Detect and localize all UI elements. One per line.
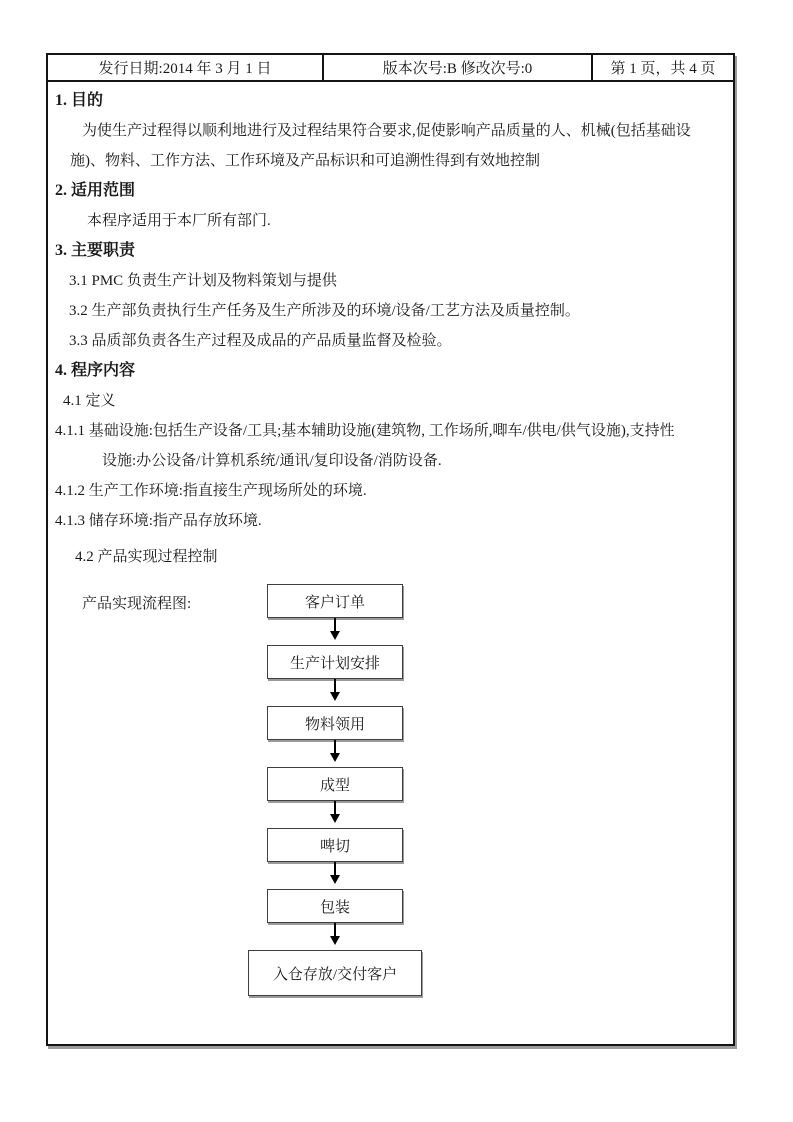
section-3-heading: 3. 主要职责 [55, 242, 136, 259]
section-3-item-1: 3.1 PMC 负责生产计划及物料策划与提供 [69, 273, 337, 289]
flowchart-column [235, 584, 435, 996]
section-1-paragraph-line1: 为使生产过程得以顺利地进行及过程结果符合要求,促使影响产品质量的人、机械(包括基础设 [82, 123, 691, 139]
section-3-item-2: 3.2 生产部负责执行生产任务及生产所涉及的环境/设备/工艺方法及质量控制。 [69, 303, 580, 319]
flow-step-die-cutting: 啤切 [267, 828, 403, 862]
down-arrow-icon [334, 618, 336, 636]
header-issue-date: 发行日期:2014 年 3 月 1 日 [48, 55, 324, 80]
section-2-paragraph: 本程序适用于本厂所有部门. [87, 213, 271, 229]
down-arrow-icon [334, 923, 336, 941]
section-4-1-1-line1: 4.1.1 基础设施:包括生产设备/工具;基本辅助设施(建筑物, 工作场所,唧车/供电/供气设施),支持性 [55, 423, 675, 439]
section-4-1-3: 4.1.3 储存环境:指产品存放环境. [55, 513, 262, 529]
section-4-1-heading: 4.1 定义 [63, 393, 116, 409]
section-4-heading: 4. 程序内容 [55, 362, 136, 379]
flow-step-molding: 成型 [267, 767, 403, 801]
flow-step-packing: 包装 [267, 889, 403, 923]
flowchart-label: 产品实现流程图: [82, 596, 192, 612]
down-arrow-icon [334, 679, 336, 697]
product-realization-flowchart [55, 584, 725, 996]
section-1-heading: 1. 目的 [55, 92, 104, 109]
section-4-1-1-line2: 设施:办公设备/计算机系统/通讯/复印设备/消防设备. [102, 453, 442, 469]
document-body [48, 82, 733, 996]
section-1-paragraph-line2: 施)、物料、工作方法、工作环境及产品标识和可追溯性得到有效地控制 [70, 153, 540, 169]
flow-step-material-requisition: 物料领用 [267, 706, 403, 740]
section-3-item-3: 3.3 品质部负责各生产过程及成品的产品质量监督及检验。 [69, 333, 452, 349]
flow-step-warehouse-delivery: 入仓存放/交付客户 [248, 950, 422, 996]
section-4-2-heading: 4.2 产品实现过程控制 [75, 549, 218, 565]
header-page-number: 第 1 页，共 4 页 [610, 61, 716, 77]
flow-step-production-planning: 生产计划安排 [267, 645, 403, 679]
down-arrow-icon [334, 862, 336, 880]
document-header-table [48, 55, 733, 82]
document-page-frame [46, 53, 735, 1046]
down-arrow-icon [334, 801, 336, 819]
section-2-heading: 2. 适用范围 [55, 182, 136, 199]
flow-step-customer-order: 客户订单 [267, 584, 403, 618]
down-arrow-icon [334, 740, 336, 758]
header-version-revision: 版本次号:B 修改次号:0 [324, 55, 593, 80]
section-4-1-2: 4.1.2 生产工作环境:指直接生产现场所处的环境. [55, 483, 367, 499]
